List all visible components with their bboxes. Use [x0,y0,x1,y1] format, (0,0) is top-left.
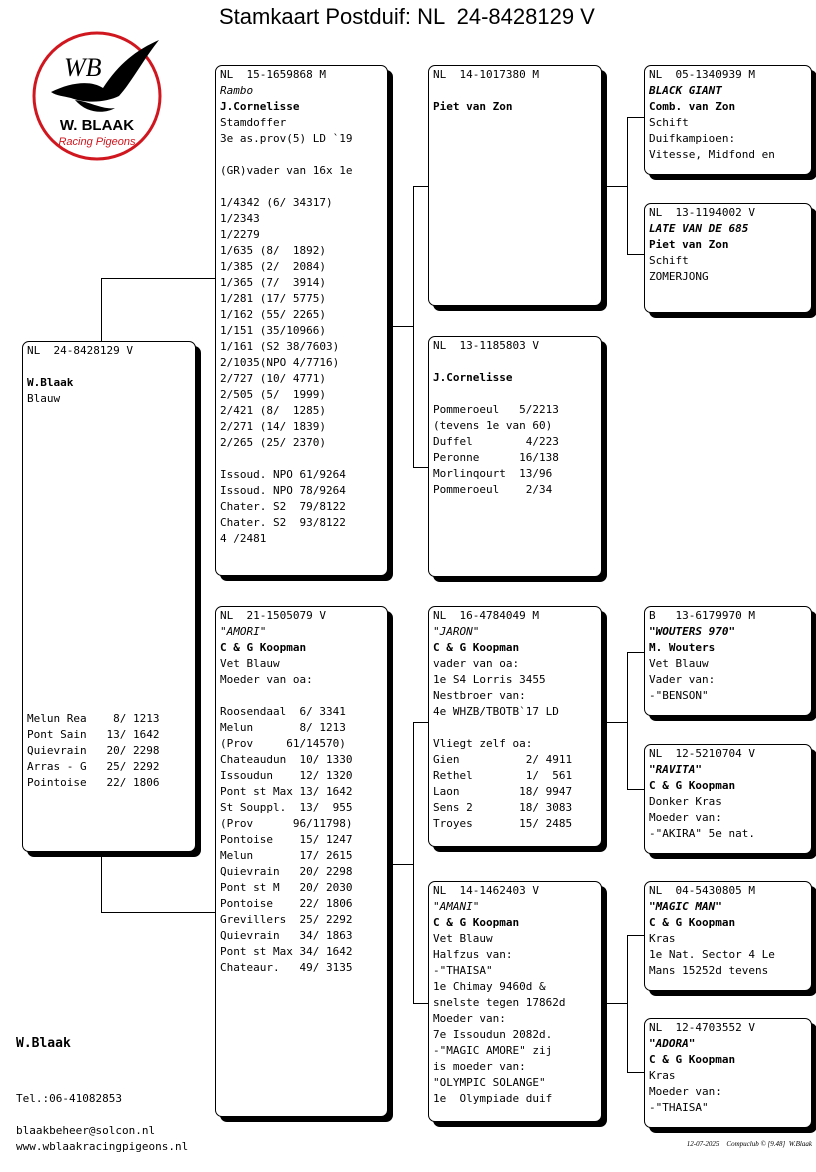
card-line: -"AKIRA" 5e nat. [649,827,755,840]
card-line: C & G Koopman [649,779,736,792]
card-line: Quievrain 34/ 1863 [220,929,353,942]
card-line: 1/151 (35/10966) [220,324,326,337]
card-line: "OLYMPIC SOLANGE" [433,1076,546,1089]
card-line: 1e Olympiade duif [433,1092,553,1105]
card-line: Vet Blauw [649,657,709,670]
card-line: Issoud. NPO 78/9264 [220,484,346,497]
card-line: "JARON" [433,625,480,638]
card-line [27,599,195,615]
logo [31,30,163,162]
ring-number: NL 21-1505079 V [220,609,326,622]
card-line [27,359,195,375]
ring-number: NL 12-5210704 V [649,747,755,760]
card-ffm [644,203,812,313]
card-father-mother [428,336,602,577]
card-line: Issoud. NPO 61/9264 [220,468,346,481]
card-mmm [644,1018,812,1128]
card-line: Rambo [220,84,254,97]
card-line: Vader van: [649,673,716,686]
card-line: J.Cornelisse [220,100,300,113]
card-line [27,487,195,503]
card-line: "AMANI" [433,900,480,913]
card-line: Troyes 15/ 2485 [433,817,573,830]
card-line [27,471,195,487]
ring-number: NL 15-1659868 M [220,68,326,81]
card-line: Schift [649,116,689,129]
card-line [27,583,195,599]
card-line: Quievrain 20/ 2298 [27,744,160,757]
card-line: C & G Koopman [649,916,736,929]
card-line: J.Cornelisse [433,371,513,384]
card-father-father [428,65,602,306]
card-line: Pontoise 22/ 1806 [220,897,353,910]
card-line: 1/161 (S2 38/7603) [220,340,340,353]
logo-name: W. BLAAK [59,117,135,134]
card-line [27,695,195,711]
card-fff [644,65,812,175]
card-line: Pontoise 15/ 1247 [220,833,353,846]
card-line: 1e S4 Lorris 3455 [433,673,546,686]
card-line: Duifkampioen: [649,132,736,145]
card-line: Blauw [27,392,61,405]
card-line: Nestbroer van: [433,689,526,702]
ring-number: NL 12-4703552 V [649,1021,755,1034]
card-line: -"BENSON" [649,689,709,702]
card-line: Vet Blauw [220,657,280,670]
card-line: Moeder van: [433,1012,506,1025]
card-line: Vitesse, Midfond en [649,148,775,161]
ring-number: NL 24-8428129 V [27,344,133,357]
card-line: 2/727 (10/ 4771) [220,372,326,385]
card-line: 1/2343 [220,212,260,225]
card-line: Gien 2/ 4911 [433,753,573,766]
card-line: Pointoise 22/ 1806 [27,776,160,789]
card-line: Pont st Max 34/ 1642 [220,945,353,958]
card-line: 1/365 (7/ 3914) [220,276,326,289]
card-line [27,631,195,647]
card-line: 1/2279 [220,228,260,241]
card-line: ZOMERJONG [649,270,709,283]
card-line: Sens 2 18/ 3083 [433,801,573,814]
card-line [433,720,601,736]
card-mff [644,606,812,716]
card-line [27,679,195,695]
card-line: Piet van Zon [433,100,513,113]
card-line: Pont st M 20/ 2030 [220,881,353,894]
card-mmf [644,881,812,991]
card-line [220,451,387,467]
card-line [433,83,601,99]
owner-name: W.Blaak [16,1036,71,1051]
card-line [27,503,195,519]
card-line: Mans 15252d tevens [649,964,769,977]
card-line: 1/385 (2/ 2084) [220,260,326,273]
card-line [27,567,195,583]
card-line: Comb. van Zon [649,100,736,113]
card-line: Vet Blauw [433,932,493,945]
card-line [27,663,195,679]
card-line: snelste tegen 17862d [433,996,566,1009]
card-mother [215,606,388,1117]
card-line: 3e as.prov(5) LD `19 [220,132,353,145]
card-line: Kras [649,1069,676,1082]
card-line: "WOUTERS 970" [649,625,736,638]
ring-number: NL 13-1185803 V [433,339,539,352]
card-line: 1e Chimay 9460d & [433,980,546,993]
email-link[interactable]: blaakbeheer@solcon.nl [16,1124,156,1137]
card-line: Issoudun 12/ 1320 [220,769,353,782]
card-line: Chater. S2 79/8122 [220,500,346,513]
card-line: Moeder van: [649,1085,722,1098]
card-line: 2/421 (8/ 1285) [220,404,326,417]
card-line: "RAVITA" [649,763,702,776]
logo-tagline: Racing Pigeons [58,136,136,148]
card-line [27,423,195,439]
ring-number: NL 16-4784049 M [433,609,539,622]
page-title: Stamkaart Postduif: NL 24-8428129 V [219,4,595,29]
card-line: St Souppl. 13/ 955 [220,801,353,814]
card-line: is moeder van: [433,1060,526,1073]
card-line: 7e Issoudun 2082d. [433,1028,553,1041]
ring-number: B 13-6179970 M [649,609,755,622]
card-line [433,386,601,402]
ring-number: NL 14-1017380 M [433,68,539,81]
card-line: -"THAISA" [433,964,493,977]
card-line [27,455,195,471]
card-line: vader van oa: [433,657,520,670]
card-line: "MAGIC MAN" [649,900,722,913]
card-line [27,647,195,663]
card-line: 1/281 (17/ 5775) [220,292,326,305]
card-line: 1e Nat. Sector 4 Le [649,948,775,961]
card-line: Peronne 16/138 [433,451,559,464]
card-line: Quievrain 20/ 2298 [220,865,353,878]
card-line: C & G Koopman [433,916,520,929]
ring-number: NL 14-1462403 V [433,884,539,897]
card-line: Morlinqourt 13/96 [433,467,553,480]
card-line: Moeder van oa: [220,673,313,686]
card-line: (Prov 61/14570) [220,737,346,750]
card-line [27,615,195,631]
ring-number: NL 05-1340939 M [649,68,755,81]
card-line: Laon 18/ 9947 [433,785,573,798]
card-line: Roosendaal 6/ 3341 [220,705,346,718]
card-line: Moeder van: [649,811,722,824]
card-line: 1/162 (55/ 2265) [220,308,326,321]
card-line: -"THAISA" [649,1101,709,1114]
print-stamp: 12-07-2025 Compuclub © [9.48] W.Blaak [686,1140,812,1148]
card-line: 1/4342 (6/ 34317) [220,196,333,209]
card-line: Piet van Zon [649,238,729,251]
card-line: 4 /2481 [220,532,267,545]
card-line: 2/265 (25/ 2370) [220,436,326,449]
card-line: Vliegt zelf oa: [433,737,533,750]
card-line: -"MAGIC AMORE" zij [433,1044,553,1057]
card-line [220,688,387,704]
card-line: Duffel 4/223 [433,435,559,448]
card-line: (GR)vader van 16x 1e [220,164,353,177]
card-line: Melun 8/ 1213 [220,721,346,734]
card-main [22,341,196,852]
card-line [433,354,601,370]
card-line: Schift [649,254,689,267]
card-line: 4e WHZB/TBOTB`17 LD [433,705,559,718]
card-father [215,65,388,576]
card-line: Melun Rea 8/ 1213 [27,712,160,725]
card-line: Arras - G 25/ 2292 [27,760,160,773]
card-line [27,519,195,535]
card-line [27,535,195,551]
card-line: "AMORI" [220,625,267,638]
card-line [27,551,195,567]
card-line: Chateaudun 10/ 1330 [220,753,353,766]
card-line: Stamdoffer [220,116,287,129]
card-line: Pont st Max 13/ 1642 [220,785,353,798]
card-line: Rethel 1/ 561 [433,769,573,782]
card-mother-father [428,606,602,847]
card-line [27,407,195,423]
card-line: Pommeroeul 2/34 [433,483,553,496]
card-line: Chater. S2 93/8122 [220,516,346,529]
card-mfm [644,744,812,854]
card-line: Kras [649,932,676,945]
card-line: Grevillers 25/ 2292 [220,913,353,926]
website-link[interactable]: www.wblaakracingpigeons.nl [16,1140,189,1153]
card-line: 2/1035(NPO 4/7716) [220,356,340,369]
phone-number: Tel.:06-41082853 [16,1092,122,1105]
card-line: Halfzus van: [433,948,513,961]
card-line: 2/505 (5/ 1999) [220,388,326,401]
card-line: "ADORA" [649,1037,696,1050]
card-line: BLACK GIANT [649,84,722,97]
card-line: C & G Koopman [433,641,520,654]
card-line: Pommeroeul 5/2213 [433,403,559,416]
card-line: LATE VAN DE 685 [649,222,749,235]
card-line: (tevens 1e van 60) [433,419,553,432]
card-line: W.Blaak [27,376,74,389]
card-mother-mother [428,881,602,1122]
card-line: C & G Koopman [649,1053,736,1066]
logo-initials: WB [64,53,102,82]
ring-number: NL 04-5430805 M [649,884,755,897]
ring-number: NL 13-1194002 V [649,206,755,219]
card-line: Donker Kras [649,795,722,808]
card-line: Pont Sain 13/ 1642 [27,728,160,741]
card-line: Chateaur. 49/ 3135 [220,961,353,974]
card-line: Melun 17/ 2615 [220,849,353,862]
card-line [27,439,195,455]
card-line: (Prov 96/11798) [220,817,353,830]
card-line: M. Wouters [649,641,716,654]
card-line [220,179,387,195]
card-line: 1/635 (8/ 1892) [220,244,326,257]
card-line [220,147,387,163]
card-line: C & G Koopman [220,641,307,654]
card-line: 2/271 (14/ 1839) [220,420,326,433]
